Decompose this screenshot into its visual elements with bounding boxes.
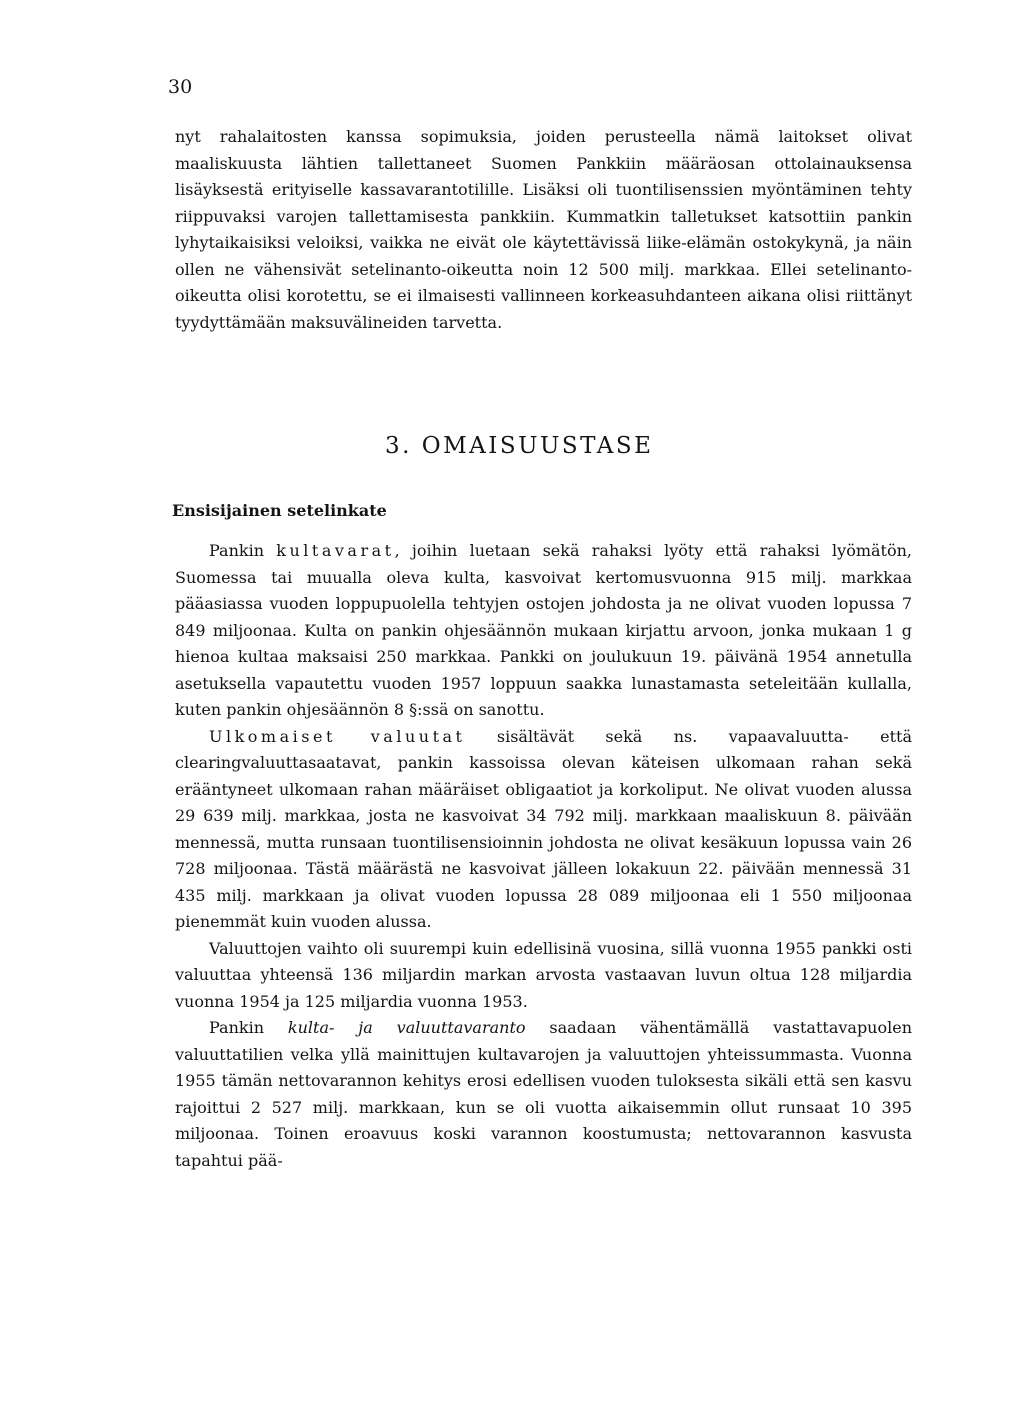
paragraph-rest: saadaan vähentämällä vastattavapuolen valuuttatilien velka yllä mainittujen kultavarojen ja valuuttojen yhteissummasta. Vuonna 1955 tämän nettovarannon kehitys erosi edellisen vuoden tuloksesta sikäli että sen kasvu rajoittui 2 527 milj. markkaan, kun se oli vuotta aikaisemmin ollut runsaat 10 395 miljoonaa. Toinen eroavuus koski varannon koostumusta; nettovarannon kasvusta tapahtui pää-	[175, 1018, 913, 1170]
intro-paragraph: nyt rahalaitosten kanssa sopimuksia, joiden perusteella nämä laitokset olivat maaliskuusta lähtien tallettaneet Suomen Pankkiin määräosan ottolainauksensa lisäyksestä erityiselle kassavarantotilille. Lisäksi oli tuontilisenssien myöntäminen tehty riippuvaksi varojen tallettamisesta pankkiin. Kummatkin talletukset katsottiin pankin lyhytaikaisiksi veloiksi, vaikka ne eivät ole käytettävissä liike-elämän ostokykynä, ja näin ollen ne vähensivät setelinanto-oikeutta noin 12 500 milj. markkaa. Ellei setelinanto-oikeutta olisi korotettu, se ei ilmaisesti vallinneen korkeasuhdanteen aikana olisi riittänyt tyydyttämään maksuvälineiden tarvetta.	[175, 127, 912, 332]
subheading: Ensisijainen setelinkate	[172, 501, 387, 520]
term-ulkomaiset-valuutat: Ulkomaiset valuutat	[209, 726, 466, 746]
term-kultavarat: kultavarat	[276, 541, 395, 560]
body-text	[175, 538, 912, 1174]
paragraph-lead: Pankin	[209, 541, 277, 560]
paragraph-rest: sisältävät sekä ns. vapaavaluutta- että clearingvaluuttasaatavat, pankin kassoissa olevan käteisen ulkomaan rahan sekä erääntyneet ulkomaan rahan määräiset obligaatiot ja korkoliput. Ne olivat vuoden alussa 29 639 milj. markkaa, josta ne kasvoivat 34 792 milj. markkaan maaliskuun 8. päivään mennessä, mutta runsaan tuontilisensioinnin johdosta ne olivat kesäkuun lopussa vain 26 728 miljoonaa. Tästä määrästä ne kasvoivat jälleen lokakuun 22. päivään mennessä 31 435 milj. markkaan ja olivat vuoden lopussa 28 089 miljoonaa eli 1 550 miljoonaa pienemmät kuin vuoden alussa.	[175, 726, 912, 931]
paragraph-foreign-currencies	[175, 724, 912, 936]
page-number: 30	[168, 76, 193, 98]
paragraph-lead: Pankin	[209, 1018, 288, 1037]
paragraph-gold-currency-reserve	[175, 1015, 912, 1174]
paragraph-rest: , joihin luetaan sekä rahaksi lyöty että rahaksi lyömätön, Suomessa tai muualla oleva kulta, kasvoivat kertomusvuonna 915 milj. markkaa pääasiassa vuoden loppupuolella tehtyjen ostojen johdosta ja ne olivat vuoden lopussa 7 849 miljoonaa. Kulta on pankin ohjesäännön mukaan kirjattu arvoon, jonka mukaan 1 g hienoa kultaa maksaisi 250 markkaa. Pankki on joulukuun 19. päivänä 1954 annetulla asetuksella vapautettu vuoden 1957 loppuun saakka lunastamasta seteleitään kullalla, kuten pankin ohjesäännön 8 §:ssä on sanottu.	[175, 541, 913, 719]
section-heading: 3. OMAISUUSTASE	[385, 433, 654, 459]
paragraph-currency-exchange: Valuuttojen vaihto oli suurempi kuin edellisinä vuosina, sillä vuonna 1955 pankki osti valuuttaa yhteensä 136 miljardin markan arvosta vastaavan luvun oltua 128 miljardia vuonna 1954 ja 125 miljardia vuonna 1953.	[175, 938, 912, 1011]
intro-text	[175, 124, 912, 336]
paragraph-gold-reserves	[175, 538, 912, 724]
term-kulta-ja-valuuttavaranto: kulta- ja valuuttavaranto	[287, 1018, 526, 1037]
